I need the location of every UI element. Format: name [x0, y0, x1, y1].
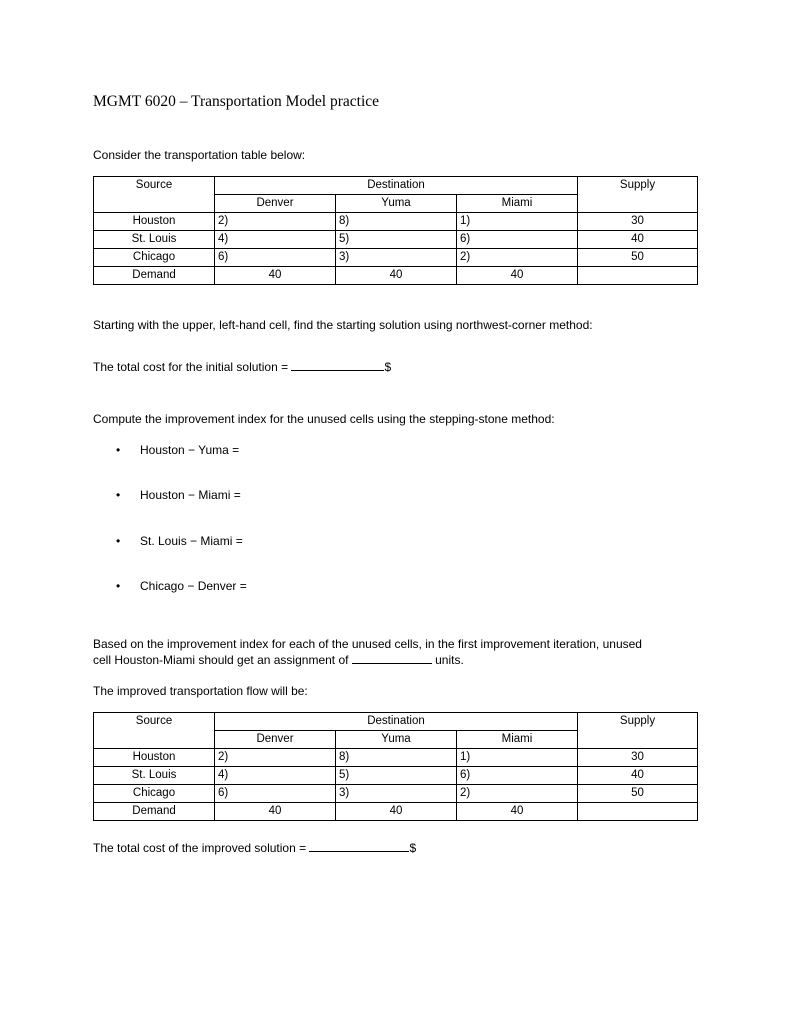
- assignment-line-2: [93, 652, 464, 668]
- bullet-icon: •: [116, 579, 121, 593]
- bullet-text: Chicago − Denver =: [140, 579, 247, 593]
- supply-cell: 50: [578, 249, 698, 267]
- destination-header: Destination: [215, 177, 578, 195]
- table-row: [94, 749, 698, 767]
- improved-cost-blank: [309, 840, 409, 852]
- supply-header: Supply: [578, 713, 698, 749]
- cost-cell: 4): [215, 231, 336, 249]
- source-cell: Chicago: [94, 785, 215, 803]
- cost-cell: 1): [457, 749, 578, 767]
- cost-cell: 6): [457, 231, 578, 249]
- cost-cell: 3): [336, 785, 457, 803]
- demand-cell: 40: [457, 803, 578, 821]
- improvement-instruction: Compute the improvement index for the unused cells using the stepping-stone method:: [93, 412, 555, 426]
- supply-cell: 30: [578, 213, 698, 231]
- bullet-text: Houston − Yuma =: [140, 443, 240, 457]
- currency-symbol: $: [384, 360, 392, 374]
- demand-row: [94, 267, 698, 285]
- transportation-table-initial: [93, 176, 698, 285]
- cost-cell: 2): [457, 249, 578, 267]
- intro-text: Consider the transportation table below:: [93, 148, 306, 162]
- cost-cell: 4): [215, 767, 336, 785]
- improved-flow-label: The improved transportation flow will be:: [93, 684, 308, 698]
- destination-yuma: Yuma: [336, 731, 457, 749]
- cost-cell: 6): [457, 767, 578, 785]
- cost-cell: 2): [215, 213, 336, 231]
- bullet-icon: •: [116, 443, 121, 457]
- cost-cell: 5): [336, 767, 457, 785]
- destination-header: Destination: [215, 713, 578, 731]
- source-header: Source: [94, 713, 215, 749]
- destination-denver: Denver: [215, 195, 336, 213]
- improved-cost-line: [93, 840, 416, 856]
- source-header: Source: [94, 177, 215, 213]
- demand-cell: 40: [457, 267, 578, 285]
- source-cell: St. Louis: [94, 767, 215, 785]
- currency-symbol: $: [409, 841, 417, 855]
- cost-cell: 3): [336, 249, 457, 267]
- improved-cost-label: The total cost of the improved solution =: [93, 841, 310, 855]
- assignment-suffix: units.: [431, 653, 464, 667]
- source-cell: St. Louis: [94, 231, 215, 249]
- supply-cell: 40: [578, 231, 698, 249]
- demand-row: [94, 803, 698, 821]
- demand-cell: 40: [215, 267, 336, 285]
- cost-cell: 5): [336, 231, 457, 249]
- cost-cell: 2): [215, 749, 336, 767]
- empty-cell: [578, 267, 698, 285]
- supply-cell: 40: [578, 767, 698, 785]
- table-row: [94, 767, 698, 785]
- bullet-icon: •: [116, 488, 121, 502]
- demand-cell: 40: [215, 803, 336, 821]
- nw-instruction: Starting with the upper, left-hand cell, find the starting solution using northwest-corner method:: [93, 318, 593, 332]
- assignment-label: cell Houston-Miami should get an assignment of: [93, 653, 352, 667]
- demand-label: Demand: [94, 267, 215, 285]
- assignment-line-1: Based on the improvement index for each of the unused cells, in the first improvement iteration, unused: [93, 637, 642, 651]
- destination-miami: Miami: [457, 195, 578, 213]
- bullet-icon: •: [116, 534, 121, 548]
- source-cell: Houston: [94, 749, 215, 767]
- supply-header: Supply: [578, 177, 698, 213]
- table-row: [94, 249, 698, 267]
- initial-cost-blank: [291, 359, 384, 371]
- demand-cell: 40: [336, 267, 457, 285]
- supply-cell: 50: [578, 785, 698, 803]
- cost-cell: 8): [336, 749, 457, 767]
- cost-cell: 6): [215, 785, 336, 803]
- source-cell: Houston: [94, 213, 215, 231]
- initial-cost-line: [93, 359, 391, 375]
- cost-cell: 8): [336, 213, 457, 231]
- empty-cell: [578, 803, 698, 821]
- table-row: [94, 785, 698, 803]
- demand-cell: 40: [336, 803, 457, 821]
- assignment-blank: [352, 652, 432, 664]
- destination-yuma: Yuma: [336, 195, 457, 213]
- table-row: [94, 213, 698, 231]
- cost-cell: 1): [457, 213, 578, 231]
- bullet-text: St. Louis − Miami =: [140, 534, 243, 548]
- initial-cost-label: The total cost for the initial solution =: [93, 360, 292, 374]
- cost-cell: 6): [215, 249, 336, 267]
- destination-denver: Denver: [215, 731, 336, 749]
- cost-cell: 2): [457, 785, 578, 803]
- transportation-table-improved: [93, 712, 698, 821]
- page-title: MGMT 6020 – Transportation Model practice: [93, 93, 380, 110]
- table-row: [94, 231, 698, 249]
- demand-label: Demand: [94, 803, 215, 821]
- supply-cell: 30: [578, 749, 698, 767]
- destination-miami: Miami: [457, 731, 578, 749]
- source-cell: Chicago: [94, 249, 215, 267]
- bullet-text: Houston − Miami =: [140, 488, 241, 502]
